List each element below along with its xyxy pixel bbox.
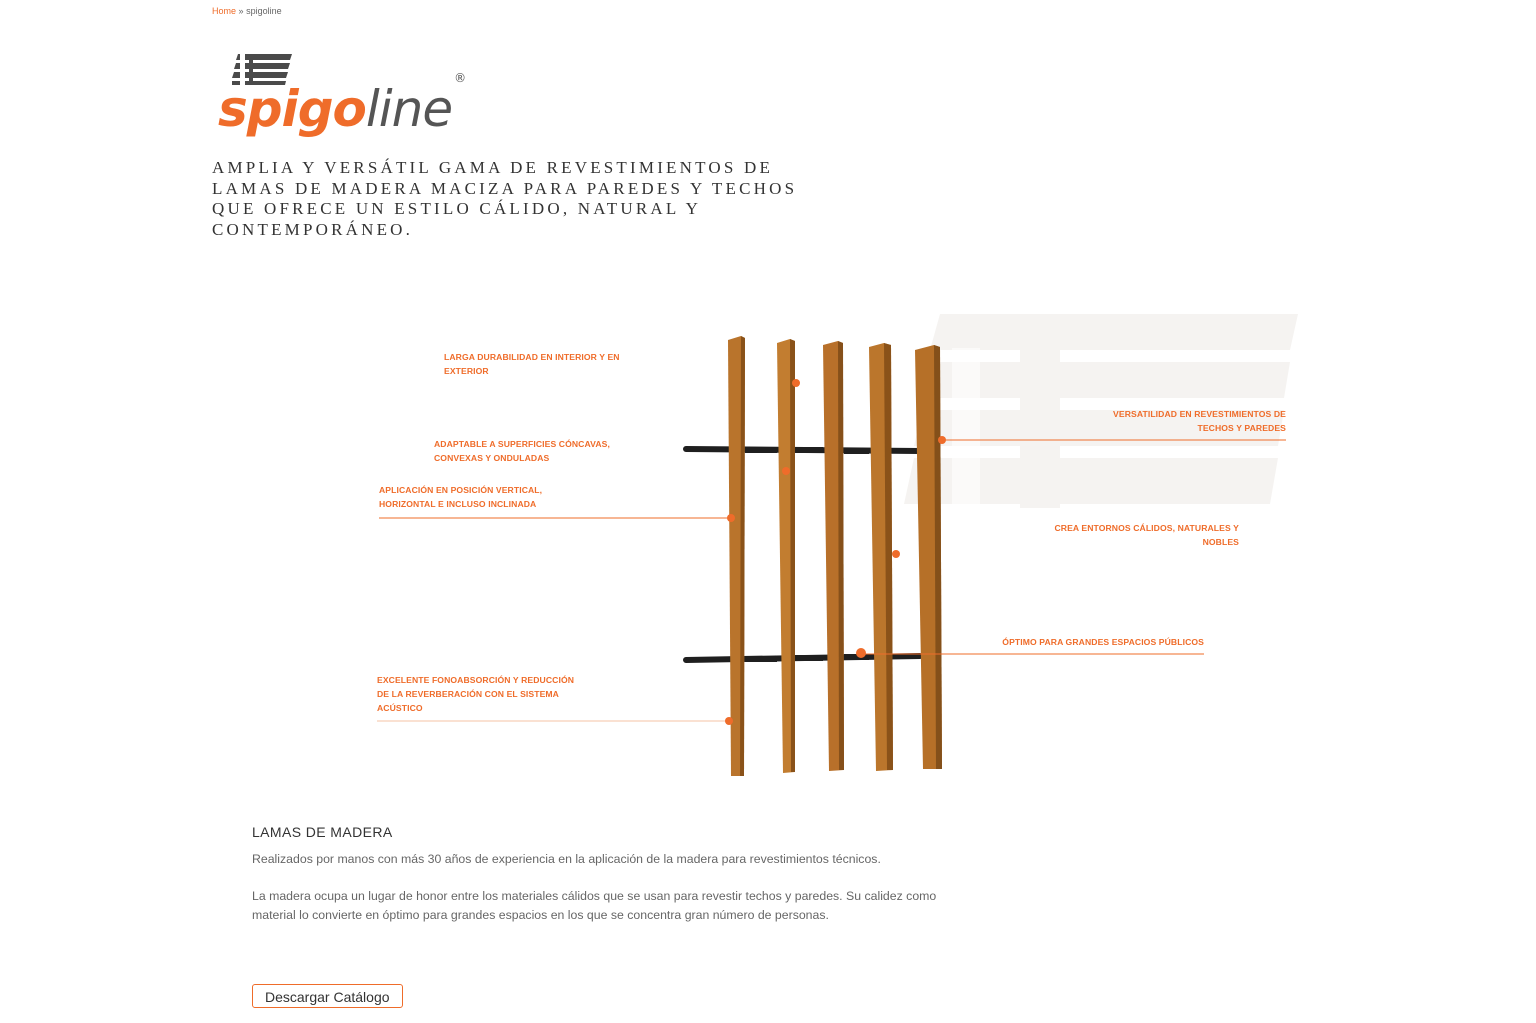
brand-wordmark-b: line (365, 80, 453, 138)
wood-slat (823, 341, 844, 771)
feature-fonoabsorcion: EXCELENTE FONOABSORCIÓN Y REDUCCIÓN DE LA REVERBERACIÓN CON EL SISTEMA ACÚSTICO (377, 675, 575, 713)
marker-dot (892, 550, 900, 558)
marker-dot (856, 648, 866, 658)
feature-durabilidad: LARGA DURABILIDAD EN INTERIOR Y EN EXTERIOR (444, 352, 620, 376)
section-paragraph-1: Realizados por manos con más 30 años de experiencia en la aplicación de la madera para revestimientos técnicos. (252, 852, 881, 866)
wood-slat (728, 336, 745, 776)
section-paragraph-2: La madera ocupa un lugar de honor entre los materiales cálidos que se usan para revestir techos y paredes. Su calidez como material lo convierte en óptimo para grandes espacios en los que se concentra gran número de personas. (252, 889, 937, 922)
page-tagline: AMPLIA Y VERSÁTIL GAMA DE REVESTIMIENTOS DE LAMAS DE MADERA MACIZA PARA PAREDES Y TECHOS QUE OFRECE UN ESTILO CÁLIDO, NATURAL Y CONTEMPORÁNEO. (212, 158, 798, 239)
brand-wordmark-a: spigo (218, 80, 366, 138)
breadcrumb (212, 6, 282, 16)
feature-aplicacion: APLICACIÓN EN POSICIÓN VERTICAL, HORIZONTAL E INCLUSO INCLINADA (379, 485, 543, 509)
download-catalog-button[interactable]: Descargar Catálogo (252, 984, 403, 1008)
lamas-section (252, 824, 972, 943)
breadcrumb-separator: » (238, 6, 244, 16)
upper-rail (686, 449, 920, 451)
wood-slat (869, 343, 893, 771)
marker-dot (782, 467, 790, 475)
marker-dot (792, 379, 800, 387)
feature-adaptable: ADAPTABLE A SUPERFICIES CÓNCAVAS, CONVEXAS Y ONDULADAS (434, 439, 610, 463)
marker-dot (727, 514, 735, 522)
breadcrumb-current: spigoline (246, 6, 282, 16)
section-title: LAMAS DE MADERA (252, 824, 393, 840)
feature-optimo: ÓPTIMO PARA GRANDES ESPACIOS PÚBLICOS (1002, 637, 1204, 647)
feature-entornos: CREA ENTORNOS CÁLIDOS, NATURALES Y NOBLES (1054, 523, 1239, 547)
brand-wordmark (218, 71, 466, 138)
lower-rail (686, 656, 920, 660)
brand-logo (218, 48, 478, 148)
marker-dot (725, 717, 733, 725)
wood-slat (777, 339, 795, 773)
registered-mark: ® (454, 71, 466, 86)
breadcrumb-home-link[interactable]: Home (212, 6, 237, 16)
feature-versatilidad: VERSATILIDAD EN REVESTIMIENTOS DE TECHOS Y PAREDES (1113, 409, 1286, 433)
